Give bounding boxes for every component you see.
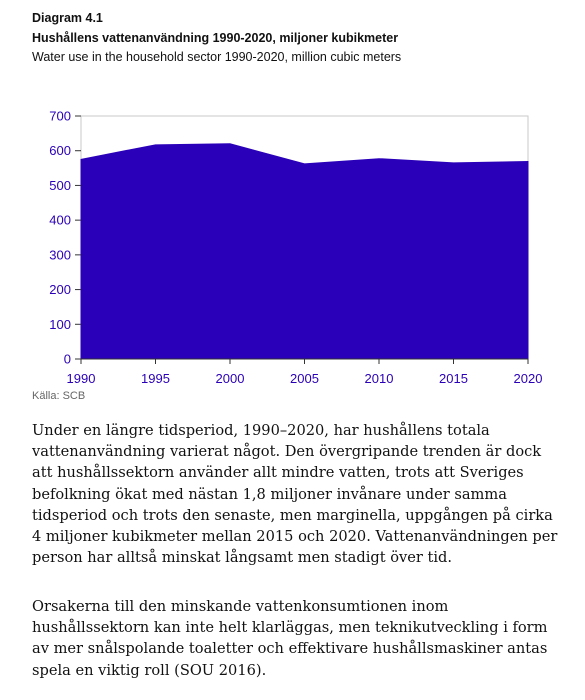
y-tick-label: 700 [49, 108, 71, 124]
x-tick-label: 2010 [364, 371, 394, 386]
y-tick-label: 400 [49, 212, 71, 228]
y-tick-label: 200 [49, 282, 71, 298]
source-note: Källa: SCB [32, 390, 86, 402]
y-tick-label: 600 [49, 143, 71, 159]
y-tick-label: 500 [49, 177, 71, 193]
x-tick-label: 2015 [439, 371, 468, 386]
area-chart [0, 100, 585, 390]
x-tick-label: 1990 [66, 371, 96, 386]
body-paragraph-1: Under en längre tidsperiod, 1990–2020, har hushållens totala vattenanvändning varierat något. Den övergripande trenden är dock att hushållssektorn använder allt mindre vatten, trots att Sveriges befolkning ökat med nästan 1,8 miljoner invånare under samma tidsperiod och trots den senaste, men marginella, uppgången på cirka 4 miljoner kubikmeter mellan 2015 och 2020. Vattenanvändningen per person har alltså minskat långsamt men stadigt över tid. [32, 422, 558, 567]
y-axis-ticks [49, 109, 81, 367]
x-tick-label: 2005 [290, 371, 319, 386]
body-paragraph-2: Orsakerna till den minskande vattenkonsumtionen inom hushållssektorn kan inte helt klarläggas, men teknikutveckling i form av mer snålspolande toaletter och effektivare hushållsmaskiner antas spela en viktig roll (SOU 2016). [32, 598, 548, 679]
x-tick-label: 2000 [215, 371, 245, 386]
x-axis-ticks [67, 359, 543, 386]
chart-subtitle: Water use in the household sector 1990-2020, million cubic meters [32, 50, 402, 64]
x-tick-label: 1995 [141, 371, 170, 386]
y-tick-label: 100 [49, 316, 71, 332]
chart-title: Hushållens vattenanvändning 1990-2020, miljoner kubikmeter [32, 31, 399, 45]
y-tick-label: 300 [49, 247, 71, 263]
area-layer [81, 144, 528, 359]
x-tick-label: 2020 [513, 371, 543, 386]
area-series [81, 144, 528, 359]
diagram-label: Diagram 4.1 [32, 11, 103, 25]
y-tick-label: 0 [63, 351, 71, 367]
